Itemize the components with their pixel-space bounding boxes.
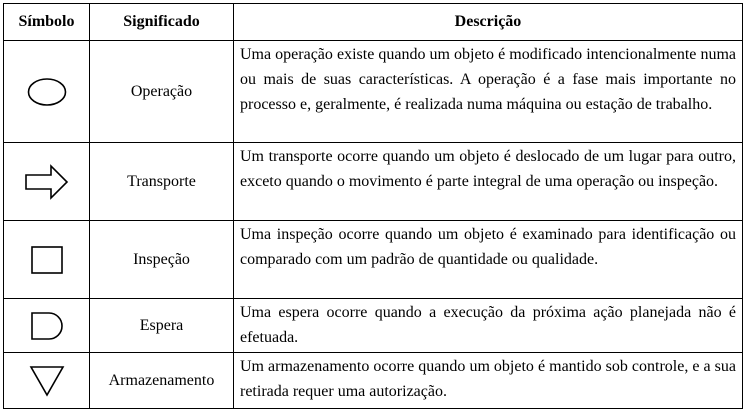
symbol-cell bbox=[4, 299, 90, 353]
header-description: Descrição bbox=[234, 4, 743, 41]
description-cell: Um transporte ocorre quando um objeto é deslocado de um lugar para outro, exceto quando o movimento é parte integral de uma operação ou inspeção. bbox=[234, 143, 743, 221]
meaning-cell: Armazenamento bbox=[90, 353, 234, 409]
meaning-cell: Espera bbox=[90, 299, 234, 353]
symbol-cell bbox=[4, 353, 90, 409]
symbol-cell bbox=[4, 41, 90, 143]
description-cell: Uma operação existe quando um objeto é modificado intencionalmente numa ou mais de suas características. A operação é a fase mais importante no processo e, geralmente, é realizada numa máquina ou estação de trabalho. bbox=[234, 41, 743, 143]
header-symbol: Símbolo bbox=[4, 4, 90, 41]
table-row bbox=[4, 221, 743, 299]
description-cell: Uma espera ocorre quando a execução da próxima ação planejada não é efetuada. bbox=[234, 299, 743, 353]
meaning-cell: Operação bbox=[90, 41, 234, 143]
header-meaning: Significado bbox=[90, 4, 234, 41]
triangle-down-icon bbox=[28, 364, 66, 398]
circle-icon bbox=[26, 77, 68, 107]
flowchart-symbols-table bbox=[3, 3, 743, 409]
square-icon bbox=[30, 245, 64, 275]
table-row bbox=[4, 299, 743, 353]
table-row bbox=[4, 353, 743, 409]
table-row bbox=[4, 143, 743, 221]
meaning-cell: Inspeção bbox=[90, 221, 234, 299]
d-shape-icon bbox=[29, 311, 65, 341]
table-row bbox=[4, 41, 743, 143]
symbol-cell bbox=[4, 221, 90, 299]
description-cell: Uma inspeção ocorre quando um objeto é examinado para identificação ou comparado com um padrão de quantidade ou qualidade. bbox=[234, 221, 743, 299]
description-cell: Um armazenamento ocorre quando um objeto é mantido sob controle, e a sua retirada requer uma autorização. bbox=[234, 353, 743, 409]
header-row bbox=[4, 4, 743, 41]
arrow-right-icon bbox=[24, 164, 70, 200]
symbol-cell bbox=[4, 143, 90, 221]
meaning-cell: Transporte bbox=[90, 143, 234, 221]
